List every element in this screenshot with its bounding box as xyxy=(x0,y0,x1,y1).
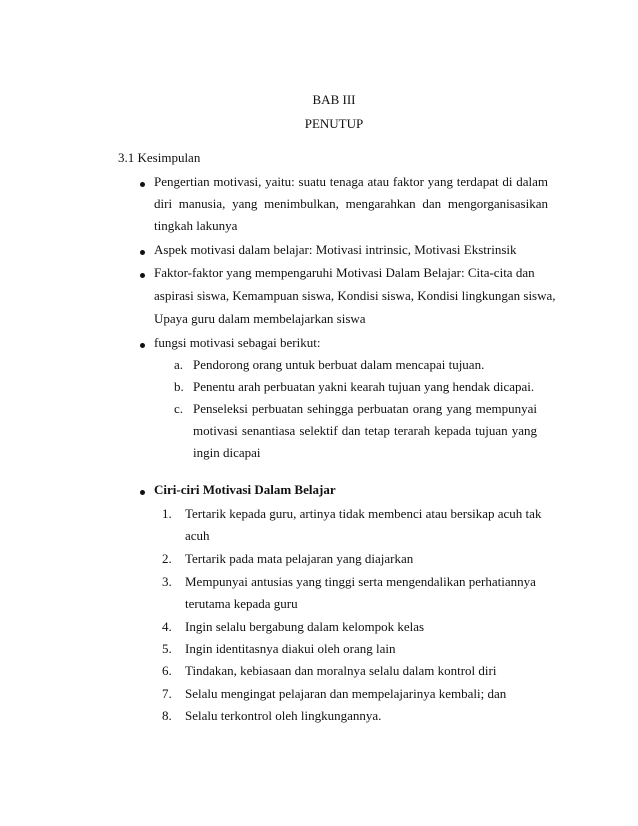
bullet-marker xyxy=(140,250,145,255)
fungsi-c-line-2: motivasi senantiasa selektif dan tetap terarah kepada tujuan yang xyxy=(193,423,537,438)
bullet-3-line-3: Upaya guru dalam membelajarkan siswa xyxy=(154,311,366,326)
ciri-3-marker: 3. xyxy=(162,574,172,589)
ciri-5-marker: 5. xyxy=(162,641,172,656)
chapter-label: BAB III xyxy=(312,92,356,107)
ciri-1-line-1: Tertarik kepada guru, artinya tidak membenci atau bersikap acuh tak xyxy=(185,506,542,521)
ciri-8-marker: 8. xyxy=(162,708,172,723)
ciri-5-line-1: Ingin identitasnya diakui oleh orang lain xyxy=(185,641,396,656)
ciri-2-marker: 2. xyxy=(162,551,172,566)
ciri-4-marker: 4. xyxy=(162,619,172,634)
ciri-6-line-1: Tindakan, kebiasaan dan moralnya selalu dalam kontrol diri xyxy=(185,663,497,678)
ciri-3-line-2: terutama kepada guru xyxy=(185,596,298,611)
fungsi-b-marker: b. xyxy=(174,379,184,394)
chapter-title: PENUTUP xyxy=(304,116,364,131)
bullet-3-line-2: aspirasi siswa, Kemampuan siswa, Kondisi siswa, Kondisi lingkungan siswa, xyxy=(154,288,556,303)
ciri-2-line-1: Tertarik pada mata pelajaran yang diajarkan xyxy=(185,551,414,566)
ciri-3-line-1: Mempunyai antusias yang tinggi serta mengendalikan perhatiannya xyxy=(185,574,536,589)
bullet-marker xyxy=(140,490,145,495)
ciri-4-line-1: Ingin selalu bergabung dalam kelompok kelas xyxy=(185,619,425,634)
ciri-title: Ciri-ciri Motivasi Dalam Belajar xyxy=(154,482,336,497)
bullet-marker xyxy=(140,182,145,187)
bullet-marker xyxy=(140,343,145,348)
ciri-8-line-1: Selalu terkontrol oleh lingkungannya. xyxy=(185,708,382,723)
fungsi-c-marker: c. xyxy=(174,401,184,416)
ciri-1-line-2: acuh xyxy=(185,528,210,543)
fungsi-a-text: Pendorong orang untuk berbuat dalam mencapai tujuan. xyxy=(193,357,485,372)
fungsi-b-text: Penentu arah perbuatan yakni kearah tujuan yang hendak dicapai. xyxy=(193,379,535,394)
bullet-1-line-1: Pengertian motivasi, yaitu: suatu tenaga atau faktor yang terdapat di dalam xyxy=(154,174,548,189)
ciri-7-line-1: Selalu mengingat pelajaran dan mempelajarinya kembali; dan xyxy=(185,686,507,701)
bullet-4-line-1: fungsi motivasi sebagai berikut: xyxy=(154,335,321,350)
bullet-3-line-1: Faktor-faktor yang mempengaruhi Motivasi Dalam Belajar: Cita-cita dan xyxy=(154,265,535,280)
fungsi-c-line-1: Penseleksi perbuatan sehingga perbuatan orang yang mempunyai xyxy=(193,401,537,416)
bullet-1-line-2: diri manusia, yang menimbulkan, mengarahkan dan mengorganisasikan xyxy=(154,196,548,211)
fungsi-a-marker: a. xyxy=(174,357,184,372)
ciri-1-marker: 1. xyxy=(162,506,172,521)
ciri-7-marker: 7. xyxy=(162,686,172,701)
fungsi-c-line-3: ingin dicapai xyxy=(193,445,261,460)
ciri-6-marker: 6. xyxy=(162,663,172,678)
bullet-marker xyxy=(140,273,145,278)
bullet-2-line-1: Aspek motivasi dalam belajar: Motivasi intrinsic, Motivasi Ekstrinsik xyxy=(154,242,517,257)
section-title: 3.1 Kesimpulan xyxy=(118,150,201,165)
bullet-1-line-3: tingkah lakunya xyxy=(154,218,238,233)
